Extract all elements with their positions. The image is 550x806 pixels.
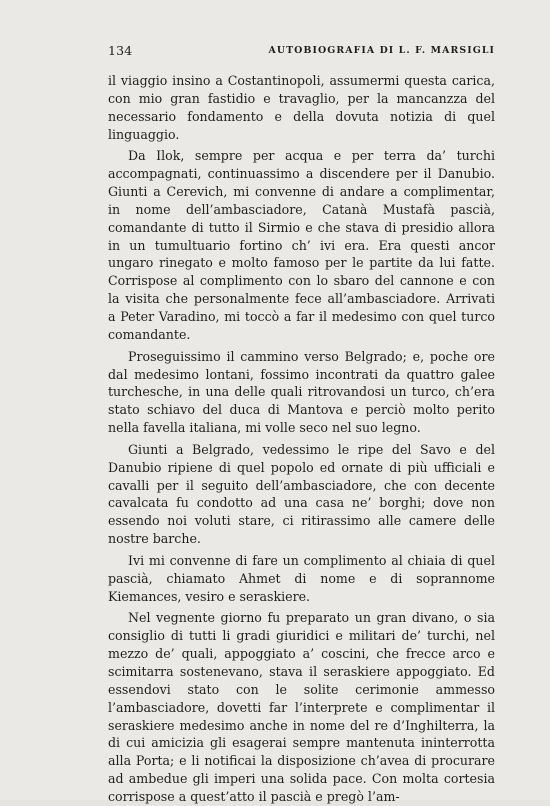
paragraph-5: Ivi mi convenne di fare un complimento al chiaia di quel pascià, chiamato Ahmet di nome e di soprannome Kiemances, vesiro e seraskiere. (108, 552, 495, 604)
running-title: AUTOBIOGRAFIA DI L. F. MARSIGLI (268, 45, 495, 56)
paragraph-2: Da Ilok, sempre per acqua e per terra da’ turchi accompagnati, continuassimo a discendere per il Danubio. Giunti a Cerevich, mi convenne di andare a complimentar, in nome dell’ambasciadore, Catanà Mustafà pascià, comandante di tutto il Sirmio e che stava di presidio allora in un tumultuario fortino ch’ ivi era. Era questi ancor ungaro rinegato e molto famoso per le partite da lui fatte. Corrispose al complimento con lo sbaro del cannone e con la visita che personalmente fece all’ambasciadore. Arrivati a Peter Varadino, mi toccò a far il medesimo con quel turco comandante. (108, 148, 495, 342)
paragraph-6: Nel vegnente giorno fu preparato un gran divano, o sia consiglio di tutti li gradi giuridici e militari de’ turchi, nel mezzo de’ quali, appoggiato a’ coscini, che frecce arco e scimitarra sostenevano, stava il seraskiere appoggiato. Ed essendovi stato con le solite cerimonie ammesso l’ambasciadore, dovetti far l’interprete e complimentar il seraskiere medesimo anche in nome del re d’Inghilterra, la di cui amicizia gli esagerai sempre mantenuta ininterrotta alla Porta; e li notificai la disposizione ch’avea di procurare ad ambedue gli imperi una solida pace. Con molta cortesia corrispose a quest’atto il pascià e pregò l’am- (108, 610, 495, 804)
page-header (108, 43, 495, 61)
paragraph-4: Giunti a Belgrado, vedessimo le ripe del Savo e del Danubio ripiene di quel popolo ed ornate di più ufficiali e cavalli per il seguito dell’ambasciadore, che con decente cavalcata fu condotto ad una casa ne’ borghi; dove non essendo noi voluti stare, ci ritirassimo alle camere delle nostre barche. (108, 441, 495, 547)
page-number: 134 (108, 43, 133, 58)
body-text (108, 72, 495, 806)
paragraph-1: il viaggio insino a Costantinopoli, assumermi questa carica, con mio gran fastidio e travaglio, per la mancanzza del necessario fondamento e della dovuta notizia di quel linguaggio. (108, 73, 495, 142)
paragraph-3: Proseguissimo il cammino verso Belgrado; e, poche ore dal medesimo lontani, fossimo incontrati da quattro galee turchesche, in una delle quali ritrovandosi un turco, ch’era stato schiavo del duca di Mantova e perciò molto perito nella favella italiana, mi volle seco nel suo legno. (108, 348, 495, 436)
